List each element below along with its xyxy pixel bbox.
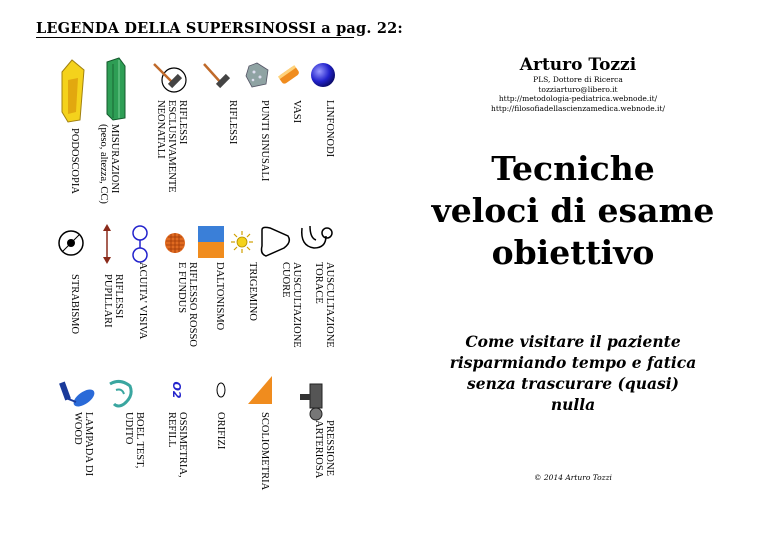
oval-icon	[214, 380, 228, 400]
author-role: PLS, Dottore di Ricerca	[533, 75, 623, 84]
legend-label-riflessi: RIFLESSI	[227, 100, 238, 145]
legend-title: LEGENDA DELLA SUPERSINOSSI a pag. 22:	[36, 20, 403, 37]
subtitle-line-4: nulla	[550, 395, 596, 414]
glasses-icon	[130, 224, 150, 264]
legend-label-auscultazione-cuore: AUSCULTAZIONE CUORE	[280, 262, 302, 348]
legend-label-riflessi-pupillari: RIFLESSI PUPILLARI	[102, 274, 124, 328]
legend-label-lampada-wood: LAMPADA DI WOOD	[72, 412, 94, 477]
grey-polygon-icon	[244, 62, 270, 88]
blue-sphere-icon	[310, 62, 336, 88]
color-squares-icon	[198, 226, 224, 258]
legend-label-orifizi: ORIFIZI	[215, 412, 226, 450]
orange-tube-icon	[276, 62, 302, 88]
author-url-1: http://metodologia-pediatrica.webnode.it/	[498, 94, 658, 103]
legend-label-daltonismo: DALTONISMO	[214, 262, 225, 331]
double-arrow-icon	[100, 224, 114, 264]
sun-icon	[230, 230, 254, 254]
legend-label-podoscopia: PODOSCOPIA	[69, 128, 80, 194]
ear-icon	[106, 378, 136, 410]
legend-label-auscultazione-torace: AUSCULTAZIONE TORACE	[313, 262, 335, 348]
subtitle-line-3: senza trascurare (quasi)	[467, 374, 679, 393]
legend-label-riflessi-neonatali: RIFLESSI ESCLUSIVAMENTE NEONATALI	[155, 100, 188, 193]
main-title-line-3: obiettivo	[491, 233, 655, 272]
subtitle	[418, 331, 728, 415]
heart-outline-icon	[258, 224, 292, 258]
legend-label-vasi: VASI	[291, 100, 302, 124]
orange-triangle-icon	[246, 374, 274, 406]
green-ruler-icon	[103, 56, 129, 122]
pressure-cuff-icon	[296, 382, 336, 422]
stethoscope-icon	[296, 222, 336, 258]
main-title	[418, 148, 728, 274]
legend-label-ossimetria: OSSIMETRIA, REFILL	[166, 412, 188, 478]
reflex-hammer-icon	[200, 60, 232, 90]
legend-label-linfonodi: LINFONODI	[324, 100, 335, 158]
subtitle-line-1: Come visitare il paziente	[465, 332, 681, 351]
legend-label-boel-test: BOEL TEST, UDITO	[123, 412, 145, 469]
yellow-footprint-icon	[58, 58, 88, 124]
author-name: Arturo Tozzi	[519, 55, 637, 75]
legend-label-strabismo: STRABISMO	[69, 274, 80, 335]
o2-icon	[166, 378, 186, 402]
legend-label-acuita-visiva: ACUITA' VISIVA	[137, 262, 148, 340]
author-url-2: http://filosofiadellascienzamedica.webnode.it/	[490, 103, 666, 113]
legend-label-punti-sinusali: PUNTI SINUSALI	[259, 100, 270, 182]
author-email: tozziarturo@libero.it	[538, 84, 618, 94]
main-title-line-2: veloci di esame	[431, 191, 715, 230]
copyright: © 2014 Arturo Tozzi	[534, 473, 612, 482]
main-title-line-1: Tecniche	[491, 149, 655, 188]
legend-label-trigemino: TRIGEMINO	[247, 262, 258, 321]
hammer-circle-icon	[150, 60, 190, 94]
legend-label-scoliometria: SCOLIOMETRIA	[259, 412, 270, 491]
legend-label-pressione-arteriosa: PRESSIONE ARTERIOSA	[313, 420, 335, 479]
o2-icon-text: O2	[170, 381, 183, 399]
legend-label-riflesso-rosso: RIFLESSO ROSSO E FUNDUS	[176, 262, 198, 347]
legend-label-misurazioni: MISURAZIONI (peso, altezza, CC)	[98, 124, 120, 204]
orange-eye-icon	[164, 232, 186, 254]
legend-underline	[36, 37, 354, 38]
pupil-circle-icon	[56, 228, 86, 258]
subtitle-line-2: risparmiando tempo e fatica	[449, 353, 697, 372]
author-credentials	[458, 75, 698, 113]
